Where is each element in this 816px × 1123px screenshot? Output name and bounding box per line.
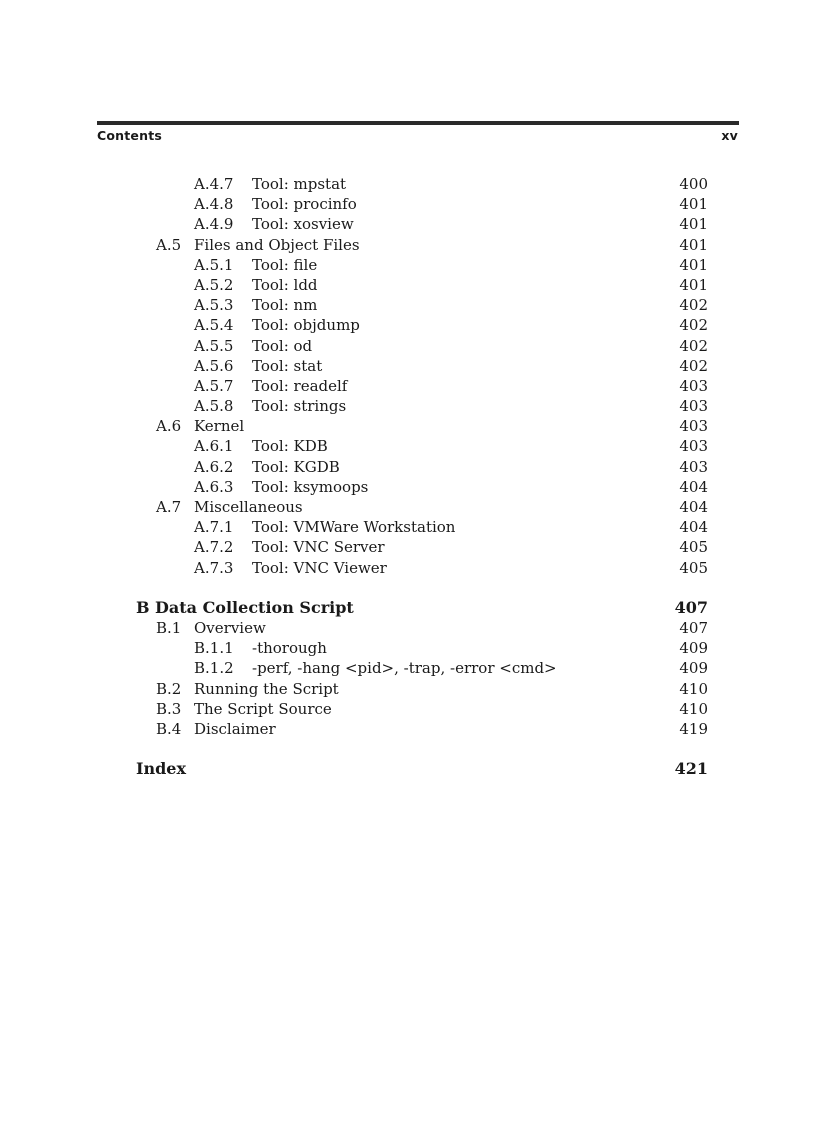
toc-entry-page-number: 410 [679,679,708,698]
toc-entry[interactable] [0,477,816,497]
toc-entry-number: A.5 [156,235,182,254]
toc-entry-page-number: 401 [679,255,708,274]
toc-entry-page-number: 401 [679,235,708,254]
toc-entry-number: B [136,597,150,617]
toc-entry[interactable] [0,497,816,517]
toc-entry-title: Index [136,759,187,779]
toc-entry-page-number: 403 [679,417,708,436]
toc-entry-page-number: 404 [679,498,708,516]
toc-entry-title: Data Collection Script [155,597,354,617]
toc-entry[interactable] [0,598,816,618]
toc-entry-page-number: 401 [679,195,708,214]
header-rule [97,121,739,125]
toc-entry[interactable] [0,295,816,315]
toc-entry[interactable] [0,618,816,638]
toc-entry[interactable] [0,457,816,477]
toc-entry-title: -perf, -hang <pid>, -trap, -error <cmd> [252,659,557,678]
toc-entry-title: Tool: xosview [252,215,354,234]
toc-entry[interactable] [0,356,816,376]
toc-entry-page-number: 401 [679,215,708,234]
toc-entry-number: A.5.1 [194,255,234,274]
toc-entry-page-number: 404 [679,518,708,537]
toc-entry-title: Tool: file [252,255,318,274]
toc-entry-title: Tool: readelf [252,376,348,395]
toc-entry[interactable] [0,235,816,255]
running-header-title: Contents [97,128,163,143]
toc-entry[interactable] [0,376,816,396]
toc-entry-title: Tool: mpstat [252,175,347,193]
toc-entry-title: -thorough [252,639,327,658]
toc-entry-number: A.5.2 [194,275,234,294]
toc-entry-page-number: 402 [679,336,708,355]
toc-entry-number: A.6.3 [194,477,234,496]
toc-entry-title: The Script Source [194,699,332,718]
toc-entry-number: A.7.1 [194,518,234,537]
toc-entry-title: Tool: stat [252,356,323,375]
toc-entry-number: A.6 [156,417,182,436]
toc-entry[interactable] [0,214,816,234]
toc-entry-page-number: 402 [679,316,708,335]
toc-entry-page-number: 400 [679,175,708,193]
toc-entry-title: Tool: strings [252,397,347,416]
toc-entry[interactable] [0,315,816,335]
toc-entry-title: Miscellaneous [194,498,303,516]
toc-entry-page-number: 407 [679,618,708,637]
toc-entry-page-number: 405 [679,558,708,577]
toc-entry-number: A.7.3 [194,558,234,577]
toc-entry-title: Tool: od [252,336,313,355]
toc-entry-title: Tool: KDB [252,437,328,456]
toc-entry-number: A.4.7 [194,175,234,193]
toc-entry-page-number: 410 [679,699,708,718]
toc-entry-title: Tool: VMWare Workstation [252,518,456,537]
toc-entry-title: Kernel [194,417,245,436]
toc-entry-number: A.7.2 [194,538,234,557]
running-header-page-number: xv [721,128,738,143]
toc-entry[interactable] [0,517,816,537]
toc-entry-page-number: 401 [679,275,708,294]
toc-entry-title: Files and Object Files [194,235,360,254]
toc-entry-number: B.3 [156,699,182,718]
toc-entry-page-number: 403 [679,376,708,395]
toc-entry[interactable] [0,436,816,456]
toc-entry-page-number: 409 [679,659,708,678]
toc-entry[interactable] [0,759,816,779]
toc-entry[interactable] [0,558,816,578]
toc-entry-page-number: 405 [679,538,708,557]
toc-entry-title: Tool: nm [252,296,318,315]
toc-entry-title: Disclaimer [194,719,276,738]
toc-entry-page-number: 403 [679,437,708,456]
toc-entry-page-number: 403 [679,397,708,416]
toc-entry-page-number: 402 [679,356,708,375]
toc-entry-title: Running the Script [194,679,339,698]
toc-entry-number: A.5.3 [194,296,234,315]
toc-entry-page-number: 403 [679,457,708,476]
toc-entry[interactable] [0,255,816,275]
toc-entry-number: A.5.8 [194,397,234,416]
toc-entry-number: A.7 [156,498,182,516]
toc-entry[interactable] [0,275,816,295]
toc-entry-page-number: 421 [674,759,708,779]
toc-entry-title: Tool: VNC Viewer [252,558,387,577]
toc-entry[interactable] [0,336,816,356]
toc-entry-number: B.1.2 [194,659,234,678]
toc-entry-title: Tool: ldd [252,275,318,294]
toc-entry[interactable] [0,537,816,557]
toc-entry[interactable] [0,658,816,678]
toc-entry[interactable] [0,396,816,416]
toc-entry-title: Overview [194,618,266,637]
toc-entry-number: B.1.1 [194,639,234,658]
toc-entry[interactable] [0,194,816,214]
toc-entry[interactable] [0,416,816,436]
toc-entry[interactable] [0,699,816,719]
toc-entry-page-number: 402 [679,296,708,315]
toc-entry[interactable] [0,719,816,739]
toc-entry-title: Tool: procinfo [252,195,357,214]
toc-entry-number: A.5.7 [194,376,234,395]
toc-entry-page-number: 419 [679,719,708,738]
toc-entry-page-number: 404 [679,477,708,496]
toc-entry-number: B.2 [156,679,182,698]
toc-entry-number: B.4 [156,719,182,738]
toc-entry[interactable] [0,174,816,194]
toc-entry[interactable] [0,638,816,658]
toc-entry-number: A.4.8 [194,195,234,214]
toc-entry-title: Tool: KGDB [252,457,340,476]
toc-entry-page-number: 409 [679,639,708,658]
toc-entry-number: B.1 [156,618,182,637]
toc-entry-title: Tool: objdump [252,316,360,335]
toc-entry-number: A.4.9 [194,215,234,234]
toc-entry-number: A.5.6 [194,356,234,375]
table-of-contents [0,174,816,779]
toc-entry-number: A.6.2 [194,457,234,476]
toc-entry-number: A.6.1 [194,437,234,456]
toc-entry[interactable] [0,679,816,699]
toc-entry-number: A.5.5 [194,336,234,355]
toc-entry-page-number: 407 [674,597,708,617]
toc-entry-title: Tool: ksymoops [252,477,369,496]
toc-entry-title: Tool: VNC Server [252,538,385,557]
toc-entry-number: A.5.4 [194,316,234,335]
